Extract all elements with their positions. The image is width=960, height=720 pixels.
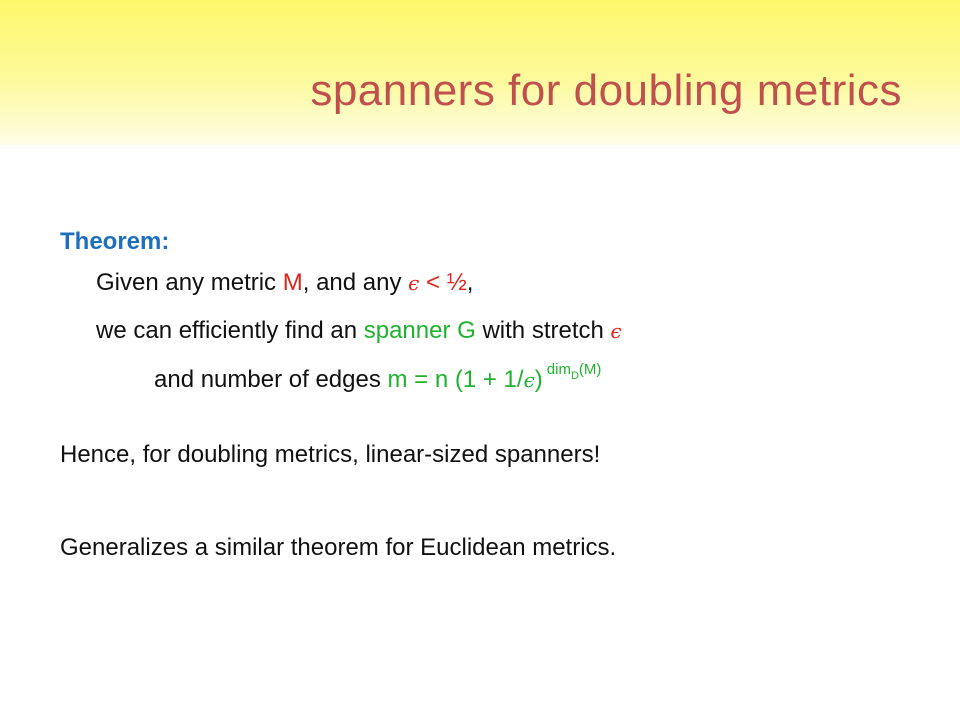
generalizes-statement: Generalizes a similar theorem for Euclidean metrics. <box>60 534 617 561</box>
formula-close: ) <box>534 366 543 393</box>
line1-prefix: Given any metric <box>96 269 283 296</box>
formula-exponent <box>546 361 602 382</box>
line2-middle: with stretch <box>475 317 611 344</box>
metric-symbol: M <box>282 269 303 296</box>
line3-prefix: and number of edges <box>154 366 388 393</box>
theorem-label: Theorem: <box>60 228 170 255</box>
spanner-term: spanner G <box>363 317 476 344</box>
edges-formula: m = n (1 + 1/ <box>387 366 524 393</box>
line1-middle: , and any <box>302 269 409 296</box>
formula-epsilon: ϵ <box>523 368 535 392</box>
theorem-line-2 <box>96 319 622 343</box>
epsilon-symbol: ϵ <box>408 271 420 295</box>
exponent-dim: dim <box>546 361 571 378</box>
line2-prefix: we can efficiently find an <box>96 317 364 344</box>
slide-title: spanners for doubling metrics <box>310 66 902 115</box>
exponent-arg: (M) <box>578 361 602 378</box>
stretch-epsilon: ϵ <box>610 319 622 343</box>
hence-statement: Hence, for doubling metrics, linear-sized spanners! <box>60 441 601 468</box>
exponent-subscript: D <box>570 370 579 382</box>
theorem-line-3 <box>154 361 602 393</box>
theorem-line-1 <box>96 271 473 295</box>
epsilon-condition: < ½ <box>419 269 467 296</box>
line1-suffix: , <box>466 269 474 296</box>
